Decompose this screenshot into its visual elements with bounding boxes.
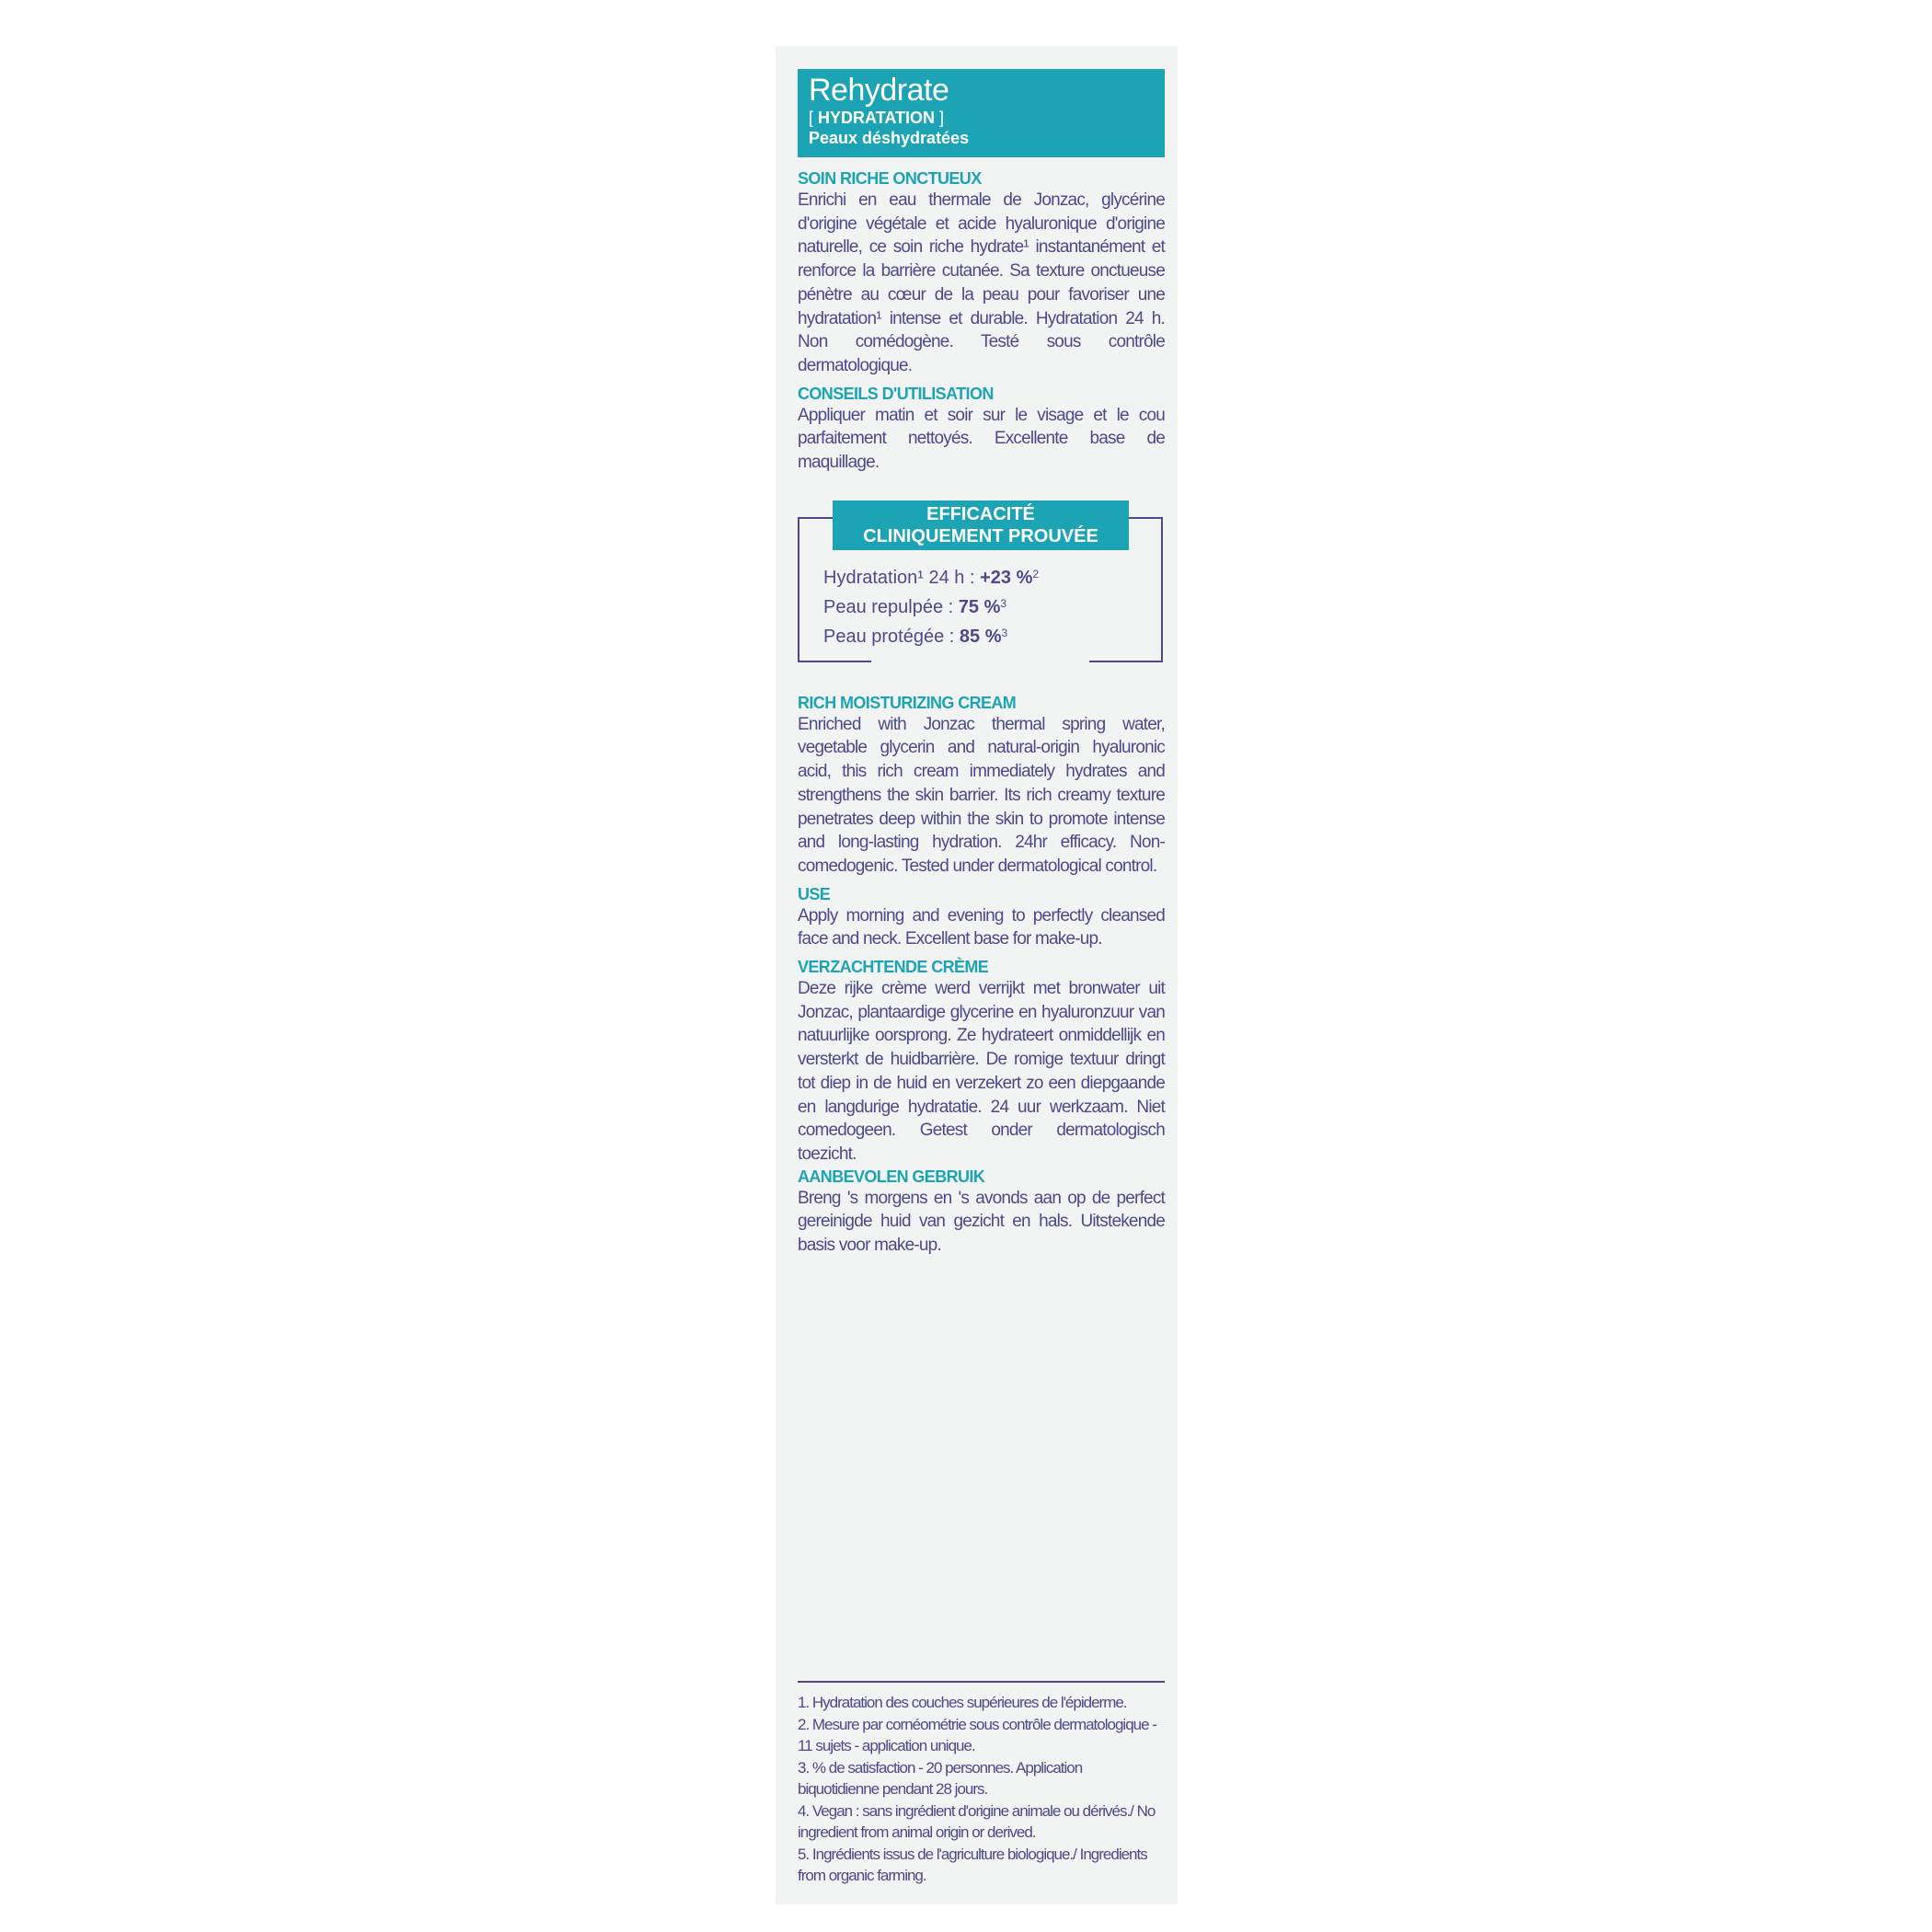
efficacy-item xyxy=(823,563,1039,592)
en-section-title: RICH MOISTURIZING CREAM xyxy=(798,693,1017,712)
nl-section-body: Deze rijke crème werd verrijkt met bronwater uit Jonzac, plantaardige glycerine en hyaluronzuur van natuurlijke oorsprong. Ze hydrateert onmiddellijk en versterkt de huidbarrière. De romige textuur dringt tot diep in de huid en verzekert zo een diepgaande en langdurige hydratatie. 24 uur werkzaam. Niet comedogeen. Getest onder dermatologisch toezicht. xyxy=(798,979,1165,1164)
nl-use-body: Breng 's morgens en 's avonds aan op de perfect gereinigde huid van gezicht en hals. Uitstekende basis voor make-up. xyxy=(798,1188,1165,1256)
efficacy-item-note: 3 xyxy=(1000,596,1007,610)
fr-section-title: SOIN RICHE ONCTUEUX xyxy=(798,169,982,188)
efficacy-item xyxy=(823,592,1039,622)
efficacy-item-value: 75 % xyxy=(958,596,1001,617)
bracket-close: ] xyxy=(939,109,945,127)
header-banner xyxy=(798,69,1165,157)
efficacy-box xyxy=(798,500,1165,661)
footnote: 1. Hydratation des couches supérieures de l'épiderme. xyxy=(798,1694,1127,1711)
efficacy-item-note: 3 xyxy=(1001,626,1008,639)
product-category xyxy=(809,108,1154,128)
footnote: 3. % de satisfaction - 20 personnes. Application biquotidienne pendant 28 jours. xyxy=(798,1758,1083,1798)
product-title: Rehydrate xyxy=(809,73,949,108)
efficacy-item-label: Hydratation¹ 24 h : xyxy=(823,567,981,588)
nl-use-title: AANBEVOLEN GEBRUIK xyxy=(798,1167,985,1186)
efficacy-item xyxy=(823,622,1039,651)
footnote: 5. Ingrédients issus de l'agriculture biologique./ Ingredients from organic farming. xyxy=(798,1845,1147,1884)
efficacy-frame-bottom-right xyxy=(1089,661,1163,662)
efficacy-item-label: Peau protégée : xyxy=(823,626,960,647)
en-section-body: Enriched with Jonzac thermal spring water, vegetable glycerin and natural-origin hyaluronic acid, this rich cream immediately hydrates and strengthens the skin barrier. Its rich creamy texture penetrates deep within the skin to promote intense and long-lasting hydration. 24hr efficacy. Non-comedogenic. Tested under dermatological control. xyxy=(798,714,1165,876)
en-use-body: Apply morning and evening to perfectly cleansed face and neck. Excellent base for make-up. xyxy=(798,905,1165,949)
efficacy-frame-bottom-left xyxy=(798,661,871,662)
footnotes xyxy=(798,1681,1165,1887)
efficacy-badge-line1: EFFICACITÉ xyxy=(926,503,1035,524)
skin-type: Peaux déshydratées xyxy=(809,129,970,147)
efficacy-item-value: 85 % xyxy=(959,626,1002,647)
category-label: HYDRATATION xyxy=(818,109,936,127)
efficacy-item-label: Peau repulpée : xyxy=(823,596,959,617)
footnote: 4. Vegan : sans ingrédient d'origine animale ou dérivés./ No ingredient from animal origin or derived. xyxy=(798,1801,1156,1841)
bracket-open: [ xyxy=(809,109,814,127)
footnote: 2. Mesure par cornéométrie sous contrôle dermatologique - 11 sujets - application unique. xyxy=(798,1715,1156,1754)
nl-section-title: VERZACHTENDE CRÈME xyxy=(798,958,989,977)
fr-use-title: CONSEILS D'UTILISATION xyxy=(798,384,994,403)
efficacy-badge xyxy=(833,500,1129,550)
product-label-panel xyxy=(776,46,1178,1904)
efficacy-list xyxy=(823,563,1039,651)
en-use-title: USE xyxy=(798,884,831,903)
efficacy-item-value: +23 % xyxy=(980,567,1033,588)
efficacy-item-note: 2 xyxy=(1032,567,1040,581)
label-content xyxy=(798,69,1165,1258)
fr-section-body: Enrichi en eau thermale de Jonzac, glycérine d'origine végétale et acide hyaluronique d'origine naturelle, ce soin riche hydrate¹ instantanément et renforce la barrière cutanée. Sa texture onctueuse pénètre au cœur de la peau pour favoriser une hydratation¹ intense et durable. Hydratation 24 h. Non comédogène. Testé sous contrôle dermatologique. xyxy=(798,190,1165,375)
fr-use-body: Appliquer matin et soir sur le visage et le cou parfaitement nettoyés. Excellente base de maquillage. xyxy=(798,405,1165,473)
efficacy-badge-line2: CLINIQUEMENT PROUVÉE xyxy=(863,525,1098,546)
